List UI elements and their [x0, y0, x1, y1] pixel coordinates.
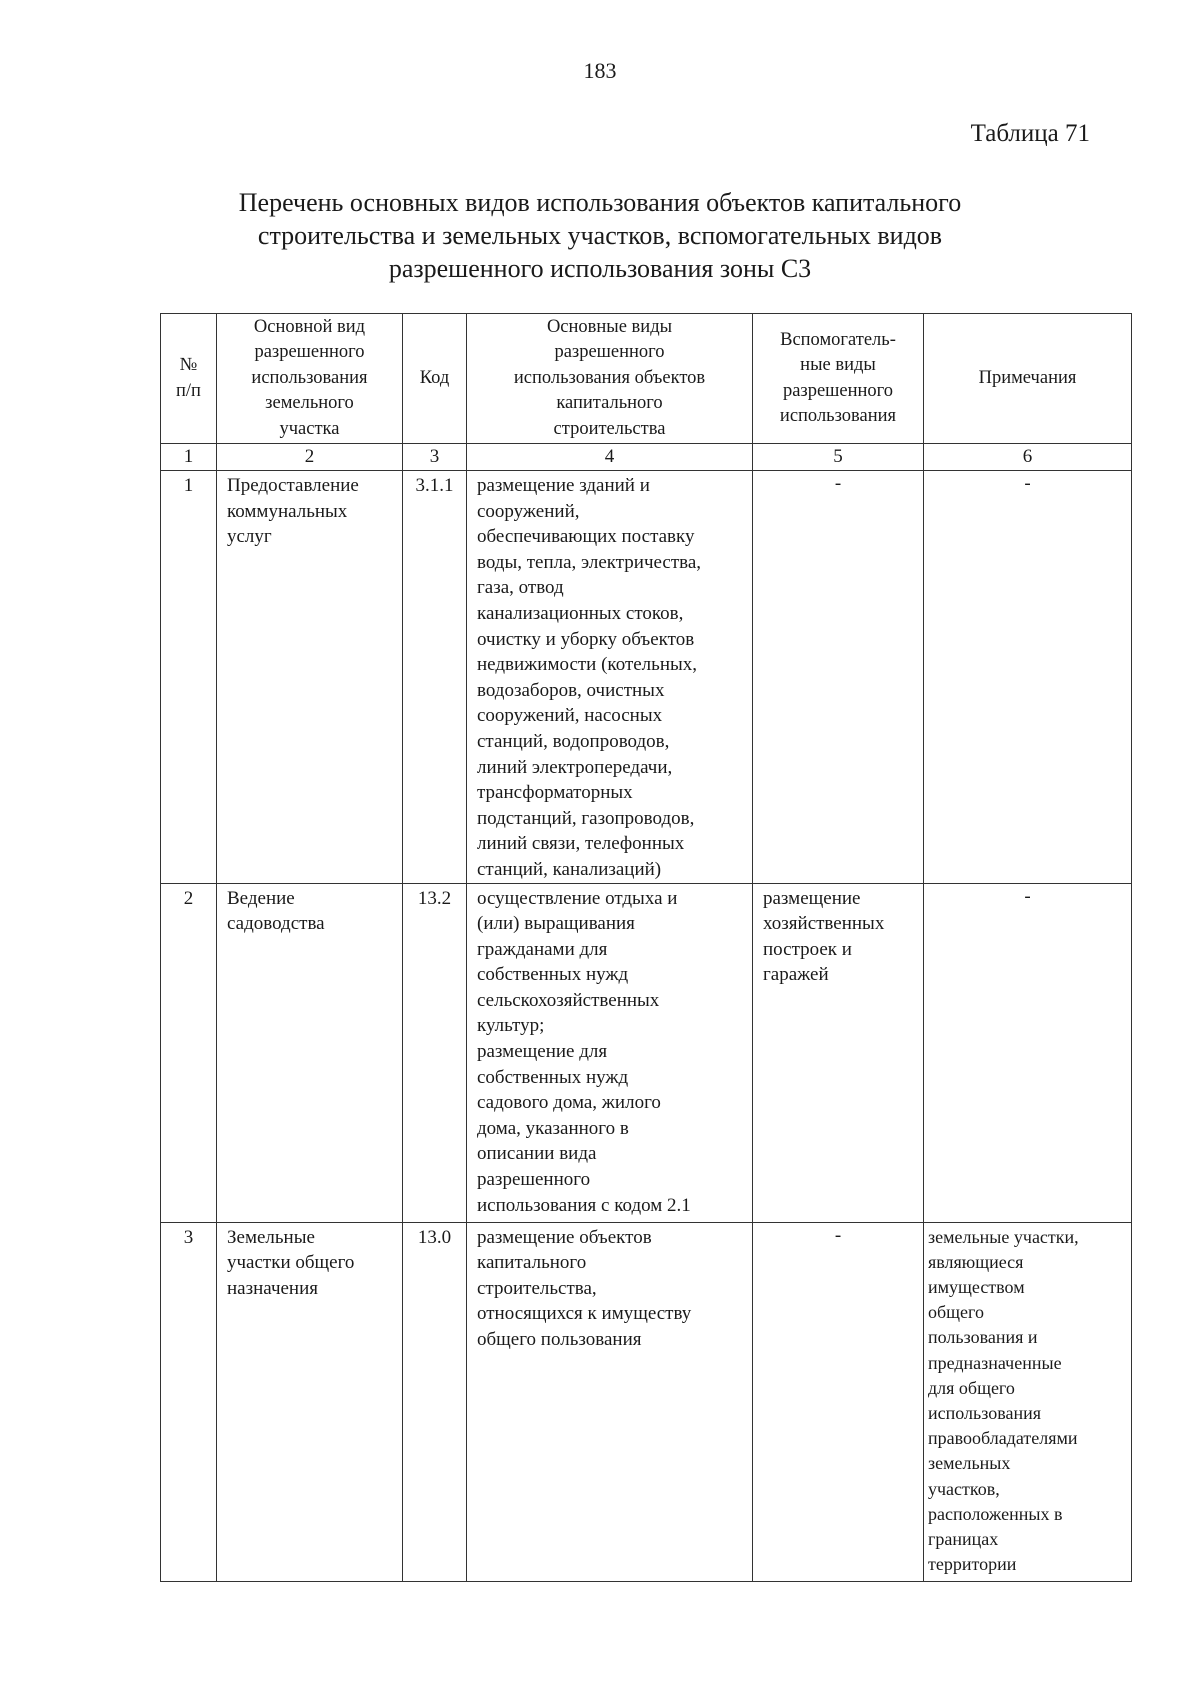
capital-construction-uses: размещение объектов капитального строительства, относящихся к имуществу общего пользования: [467, 1222, 753, 1581]
capital-construction-uses: размещение зданий и сооружений, обеспечивающих поставку воды, тепла, электричества, газа, отвод канализационных стоков, очистку и уборку объектов недвижимости (котельных, водозаборов, очистных сооружений, насосных станций, водопроводов, линий электропередачи, трансформаторных подстанций, газопроводов, линий связи, телефонных станций, канализаций): [467, 471, 753, 884]
header-cell-main-type: Основной вид разрешенного использования земельного участка: [217, 314, 403, 444]
row-number: 3: [161, 1222, 217, 1581]
header-cell-number: № п/п: [161, 314, 217, 444]
table-row: [161, 883, 1132, 1222]
header-cell-auxiliary: Вспомогатель- ные виды разрешенного использования: [753, 314, 924, 444]
header-cell-code: Код: [403, 314, 467, 444]
document-title: [200, 186, 1000, 285]
row-number: 1: [161, 471, 217, 884]
column-number: 6: [924, 444, 1132, 471]
notes: -: [924, 883, 1132, 1222]
use-code: 13.2: [403, 883, 467, 1222]
use-code: 3.1.1: [403, 471, 467, 884]
notes: земельные участки, являющиеся имуществом общего пользования и предназначенные для общего использования правообладателями земельных участков, расположенных в границах территории: [924, 1222, 1132, 1581]
header-cell-capital-uses: Основные виды разрешенного использования объектов капитального строительства: [467, 314, 753, 444]
column-number: 2: [217, 444, 403, 471]
column-number: 3: [403, 444, 467, 471]
auxiliary-uses: размещение хозяйственных построек и гаражей: [753, 883, 924, 1222]
auxiliary-uses: -: [753, 1222, 924, 1581]
row-number: 2: [161, 883, 217, 1222]
table-label: Таблица 71: [970, 120, 1090, 147]
notes: -: [924, 471, 1132, 884]
title-line: строительства и земельных участков, вспомогательных видов: [257, 221, 943, 250]
main-use-type: Предоставление коммунальных услуг: [217, 471, 403, 884]
table-row: [161, 1222, 1132, 1581]
title-line: Перечень основных видов использования объектов капитального: [238, 188, 962, 217]
column-number: 5: [753, 444, 924, 471]
land-use-table: [160, 313, 1132, 1582]
header-cell-notes: Примечания: [924, 314, 1132, 444]
title-line: разрешенного использования зоны С3: [388, 254, 812, 283]
main-use-type: Земельные участки общего назначения: [217, 1222, 403, 1581]
auxiliary-uses: -: [753, 471, 924, 884]
table-row: [161, 471, 1132, 884]
page-number: 183: [583, 58, 617, 83]
column-number: 4: [467, 444, 753, 471]
column-number: 1: [161, 444, 217, 471]
table-header-row: [161, 314, 1132, 444]
capital-construction-uses: осуществление отдыха и (или) выращивания гражданами для собственных нужд сельскохозяйственных культур; размещение для собственных нужд садового дома, жилого дома, указанного в описании вида разрешенного использования с кодом 2.1: [467, 883, 753, 1222]
use-code: 13.0: [403, 1222, 467, 1581]
main-use-type: Ведение садоводства: [217, 883, 403, 1222]
column-number-row: [161, 444, 1132, 471]
